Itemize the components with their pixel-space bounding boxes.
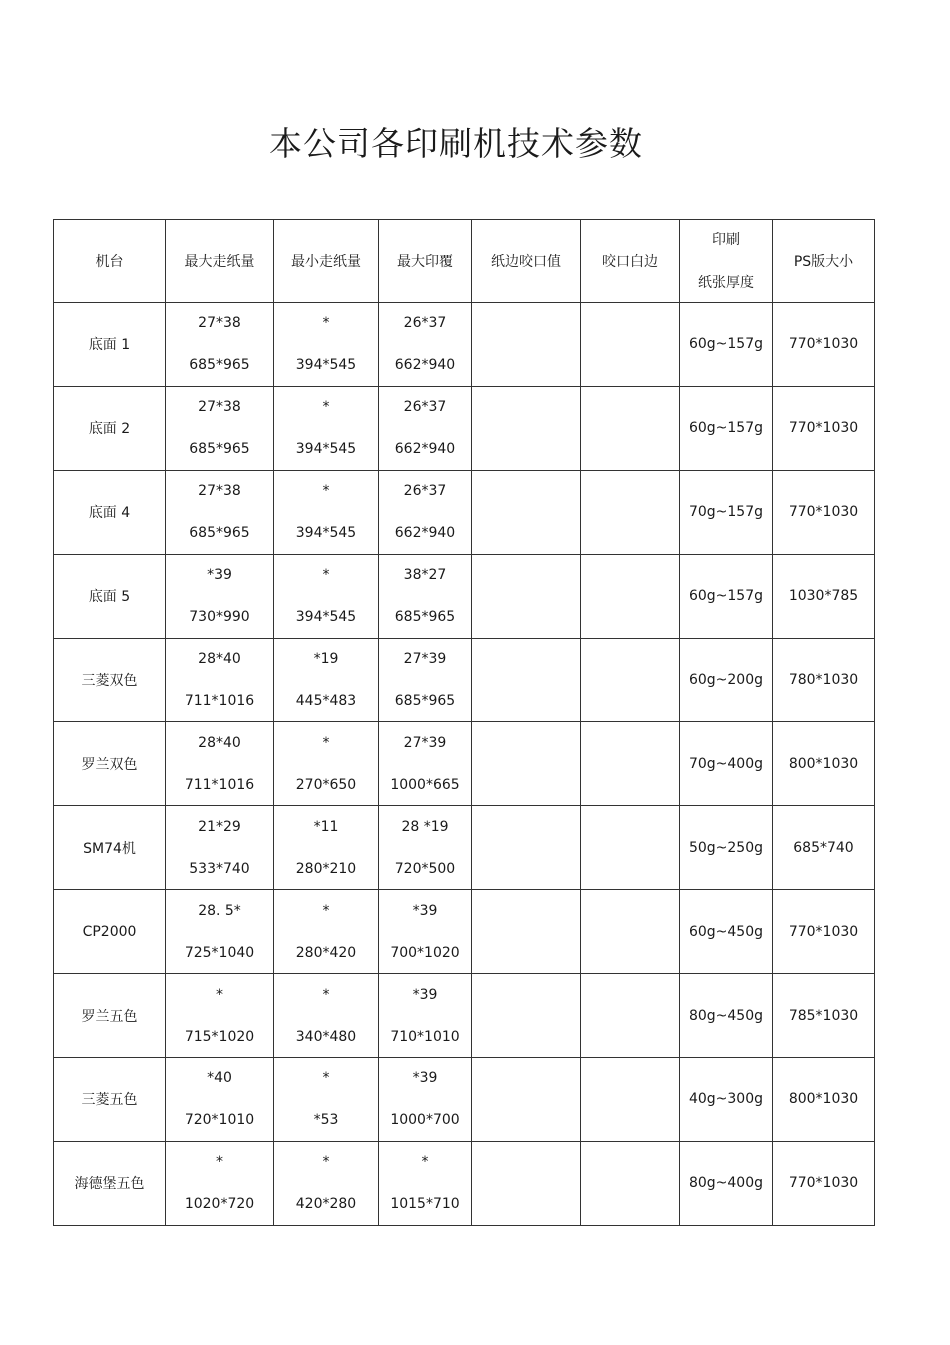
cell-min-paper bbox=[274, 722, 379, 806]
cell-min-paper-bottom: 280*210 bbox=[295, 860, 357, 877]
cell-max-print-top: 27*39 bbox=[403, 734, 447, 751]
cell-max-print-bottom: 720*500 bbox=[394, 860, 456, 877]
cell-machine: 底面 1 bbox=[54, 303, 166, 387]
header-gripper-edge: 纸边咬口值 bbox=[472, 220, 581, 303]
header-row bbox=[54, 220, 875, 303]
cell-machine: 底面 5 bbox=[54, 554, 166, 638]
cell-gripper-edge bbox=[472, 974, 581, 1058]
cell-min-paper bbox=[274, 890, 379, 974]
cell-max-print-bottom: 685*965 bbox=[394, 609, 456, 626]
cell-max-print bbox=[379, 974, 472, 1058]
cell-gripper-blank bbox=[581, 974, 680, 1058]
cell-max-print bbox=[379, 554, 472, 638]
cell-thickness: 60g~450g bbox=[680, 890, 773, 974]
cell-gripper-edge bbox=[472, 1058, 581, 1142]
cell-min-paper bbox=[274, 470, 379, 554]
cell-max-print bbox=[379, 303, 472, 387]
cell-max-paper-bottom: 1020*720 bbox=[184, 1196, 255, 1213]
cell-max-paper-bottom: 533*740 bbox=[189, 860, 250, 877]
cell-max-print-bottom: 710*1010 bbox=[390, 1028, 460, 1045]
cell-ps-size: 785*1030 bbox=[773, 974, 875, 1058]
cell-gripper-blank bbox=[581, 638, 680, 722]
cell-max-paper bbox=[166, 974, 274, 1058]
table-row bbox=[54, 470, 875, 554]
cell-min-paper-top: * bbox=[322, 986, 330, 1003]
cell-min-paper-top: * bbox=[322, 734, 330, 751]
cell-max-print bbox=[379, 1141, 472, 1225]
cell-machine: 罗兰五色 bbox=[54, 974, 166, 1058]
table-row bbox=[54, 722, 875, 806]
cell-min-paper-bottom: 394*545 bbox=[295, 441, 357, 458]
cell-gripper-edge bbox=[472, 303, 581, 387]
cell-max-print-bottom: 662*940 bbox=[394, 357, 456, 374]
cell-gripper-edge bbox=[472, 890, 581, 974]
table-row bbox=[54, 554, 875, 638]
cell-thickness: 80g~450g bbox=[680, 974, 773, 1058]
cell-min-paper-bottom: 394*545 bbox=[295, 525, 357, 542]
cell-max-paper-bottom: 730*990 bbox=[189, 609, 250, 626]
cell-thickness: 60g~157g bbox=[680, 554, 773, 638]
cell-gripper-blank bbox=[581, 1058, 680, 1142]
cell-min-paper bbox=[274, 974, 379, 1058]
table-row bbox=[54, 974, 875, 1058]
cell-min-paper-top: * bbox=[322, 567, 330, 584]
cell-min-paper-top: * bbox=[322, 1070, 330, 1087]
cell-min-paper-top: * bbox=[322, 483, 330, 500]
cell-max-print bbox=[379, 386, 472, 470]
cell-max-paper-bottom: 685*965 bbox=[189, 441, 250, 458]
cell-max-print-top: *39 bbox=[412, 1070, 438, 1087]
cell-ps-size: 770*1030 bbox=[773, 890, 875, 974]
header-ps-size: PS版大小 bbox=[773, 220, 875, 303]
cell-max-print-bottom: 662*940 bbox=[394, 441, 456, 458]
cell-max-paper-top: 28. 5* bbox=[198, 902, 241, 919]
cell-max-print-bottom: 1000*665 bbox=[390, 776, 460, 793]
header-max-print: 最大印覆 bbox=[379, 220, 472, 303]
cell-max-paper-bottom: 720*1010 bbox=[184, 1112, 255, 1129]
cell-ps-size: 770*1030 bbox=[773, 1141, 875, 1225]
cell-min-paper-top: * bbox=[322, 1154, 330, 1171]
cell-max-paper bbox=[166, 1141, 274, 1225]
cell-min-paper-bottom: 270*650 bbox=[295, 776, 357, 793]
cell-thickness: 50g~250g bbox=[680, 806, 773, 890]
cell-gripper-edge bbox=[472, 470, 581, 554]
cell-max-print-top: * bbox=[421, 1154, 429, 1171]
cell-max-paper-bottom: 711*1016 bbox=[184, 776, 255, 793]
cell-max-paper bbox=[166, 638, 274, 722]
cell-min-paper-bottom: *53 bbox=[313, 1112, 339, 1129]
cell-thickness: 60g~157g bbox=[680, 303, 773, 387]
table-row bbox=[54, 386, 875, 470]
cell-max-print-top: *39 bbox=[412, 986, 438, 1003]
cell-max-print bbox=[379, 890, 472, 974]
cell-thickness: 70g~400g bbox=[680, 722, 773, 806]
cell-max-paper-bottom: 715*1020 bbox=[184, 1028, 255, 1045]
cell-min-paper-bottom: 394*545 bbox=[295, 609, 357, 626]
cell-machine: 三菱五色 bbox=[54, 1058, 166, 1142]
header-machine: 机台 bbox=[54, 220, 166, 303]
cell-ps-size: 800*1030 bbox=[773, 1058, 875, 1142]
cell-max-paper bbox=[166, 1058, 274, 1142]
cell-ps-size: 770*1030 bbox=[773, 470, 875, 554]
cell-thickness: 60g~200g bbox=[680, 638, 773, 722]
cell-machine: 底面 2 bbox=[54, 386, 166, 470]
cell-max-print-bottom: 685*965 bbox=[394, 693, 456, 709]
cell-max-print-top: 28 *19 bbox=[401, 818, 449, 835]
table-row bbox=[54, 806, 875, 890]
cell-min-paper bbox=[274, 806, 379, 890]
cell-machine: 海德堡五色 bbox=[54, 1141, 166, 1225]
cell-min-paper-bottom: 445*483 bbox=[295, 693, 357, 709]
header-thickness-line-2: 纸张厚度 bbox=[698, 274, 754, 291]
cell-gripper-edge bbox=[472, 638, 581, 722]
cell-gripper-blank bbox=[581, 303, 680, 387]
press-spec-table bbox=[53, 219, 875, 1226]
cell-ps-size: 770*1030 bbox=[773, 386, 875, 470]
cell-max-paper-bottom: 685*965 bbox=[189, 357, 250, 374]
cell-thickness: 40g~300g bbox=[680, 1058, 773, 1142]
cell-thickness: 70g~157g bbox=[680, 470, 773, 554]
cell-gripper-edge bbox=[472, 1141, 581, 1225]
cell-max-print bbox=[379, 470, 472, 554]
cell-min-paper-bottom: 340*480 bbox=[295, 1028, 357, 1045]
cell-ps-size: 800*1030 bbox=[773, 722, 875, 806]
header-max-paper: 最大走纸量 bbox=[166, 220, 274, 303]
cell-max-print-top: 26*37 bbox=[403, 483, 447, 500]
cell-gripper-blank bbox=[581, 806, 680, 890]
cell-gripper-edge bbox=[472, 386, 581, 470]
cell-gripper-blank bbox=[581, 386, 680, 470]
cell-max-paper bbox=[166, 722, 274, 806]
header-paper-thickness bbox=[680, 220, 773, 303]
cell-min-paper-bottom: 420*280 bbox=[295, 1196, 357, 1213]
cell-max-print-top: 26*37 bbox=[403, 315, 447, 332]
cell-max-paper bbox=[166, 303, 274, 387]
cell-ps-size: 1030*785 bbox=[773, 554, 875, 638]
cell-max-paper bbox=[166, 386, 274, 470]
cell-max-paper-top: 28*40 bbox=[198, 734, 241, 751]
cell-max-paper bbox=[166, 470, 274, 554]
cell-ps-size: 770*1030 bbox=[773, 303, 875, 387]
cell-min-paper-top: *19 bbox=[313, 651, 339, 667]
cell-max-print bbox=[379, 638, 472, 722]
cell-machine: 底面 4 bbox=[54, 470, 166, 554]
cell-max-print bbox=[379, 722, 472, 806]
cell-machine: 罗兰双色 bbox=[54, 722, 166, 806]
table-body bbox=[54, 220, 875, 1226]
cell-machine: 三菱双色 bbox=[54, 638, 166, 722]
cell-ps-size: 685*740 bbox=[773, 806, 875, 890]
cell-max-paper-top: 27*38 bbox=[198, 315, 241, 332]
cell-min-paper-top: * bbox=[322, 902, 330, 919]
cell-gripper-blank bbox=[581, 890, 680, 974]
cell-gripper-blank bbox=[581, 722, 680, 806]
table-row bbox=[54, 638, 875, 722]
cell-min-paper bbox=[274, 303, 379, 387]
cell-max-print-top: 38*27 bbox=[403, 567, 447, 584]
cell-max-print-bottom: 700*1020 bbox=[390, 944, 460, 961]
cell-max-paper-top: 21*29 bbox=[198, 818, 241, 835]
cell-min-paper bbox=[274, 554, 379, 638]
header-thickness-line-1: 印刷 bbox=[712, 231, 740, 248]
cell-max-paper bbox=[166, 554, 274, 638]
cell-max-paper-bottom: 711*1016 bbox=[184, 693, 255, 709]
cell-gripper-edge bbox=[472, 806, 581, 890]
cell-max-paper-top: 27*38 bbox=[198, 483, 241, 500]
cell-max-paper-top: * bbox=[216, 1154, 223, 1171]
cell-max-paper-top: *39 bbox=[207, 567, 232, 584]
cell-min-paper-bottom: 280*420 bbox=[295, 944, 357, 961]
cell-max-paper-top: * bbox=[216, 986, 223, 1003]
cell-machine: SM74机 bbox=[54, 806, 166, 890]
cell-gripper-blank bbox=[581, 1141, 680, 1225]
cell-max-print-bottom: 662*940 bbox=[394, 525, 456, 542]
cell-max-paper-top: 27*38 bbox=[198, 399, 241, 416]
cell-max-paper-top: 28*40 bbox=[198, 651, 241, 667]
cell-min-paper bbox=[274, 1058, 379, 1142]
cell-max-paper-top: *40 bbox=[207, 1070, 232, 1087]
cell-min-paper-top: *11 bbox=[313, 818, 339, 835]
cell-max-print-top: 27*39 bbox=[403, 651, 447, 667]
cell-gripper-blank bbox=[581, 554, 680, 638]
header-min-paper: 最小走纸量 bbox=[274, 220, 379, 303]
cell-max-print-top: 26*37 bbox=[403, 399, 447, 416]
header-gripper-blank: 咬口白边 bbox=[581, 220, 680, 303]
cell-max-print bbox=[379, 1058, 472, 1142]
cell-ps-size: 780*1030 bbox=[773, 638, 875, 722]
cell-min-paper bbox=[274, 638, 379, 722]
cell-gripper-edge bbox=[472, 554, 581, 638]
cell-max-print-top: *39 bbox=[412, 902, 438, 919]
page-title: 本公司各印刷机技术参数 bbox=[269, 124, 643, 163]
cell-max-paper-bottom: 685*965 bbox=[189, 525, 250, 542]
cell-min-paper bbox=[274, 1141, 379, 1225]
cell-max-print bbox=[379, 806, 472, 890]
table-row bbox=[54, 890, 875, 974]
table-row bbox=[54, 1141, 875, 1225]
cell-min-paper bbox=[274, 386, 379, 470]
cell-max-paper bbox=[166, 806, 274, 890]
cell-min-paper-top: * bbox=[322, 315, 330, 332]
table-row bbox=[54, 1058, 875, 1142]
cell-gripper-edge bbox=[472, 722, 581, 806]
cell-max-print-bottom: 1000*700 bbox=[390, 1112, 460, 1129]
cell-max-paper-bottom: 725*1040 bbox=[184, 944, 255, 961]
cell-thickness: 80g~400g bbox=[680, 1141, 773, 1225]
cell-thickness: 60g~157g bbox=[680, 386, 773, 470]
cell-min-paper-top: * bbox=[322, 399, 330, 416]
cell-max-paper bbox=[166, 890, 274, 974]
cell-machine: CP2000 bbox=[54, 890, 166, 974]
cell-max-print-bottom: 1015*710 bbox=[390, 1196, 460, 1213]
cell-min-paper-bottom: 394*545 bbox=[295, 357, 357, 374]
cell-gripper-blank bbox=[581, 470, 680, 554]
table-row bbox=[54, 303, 875, 387]
